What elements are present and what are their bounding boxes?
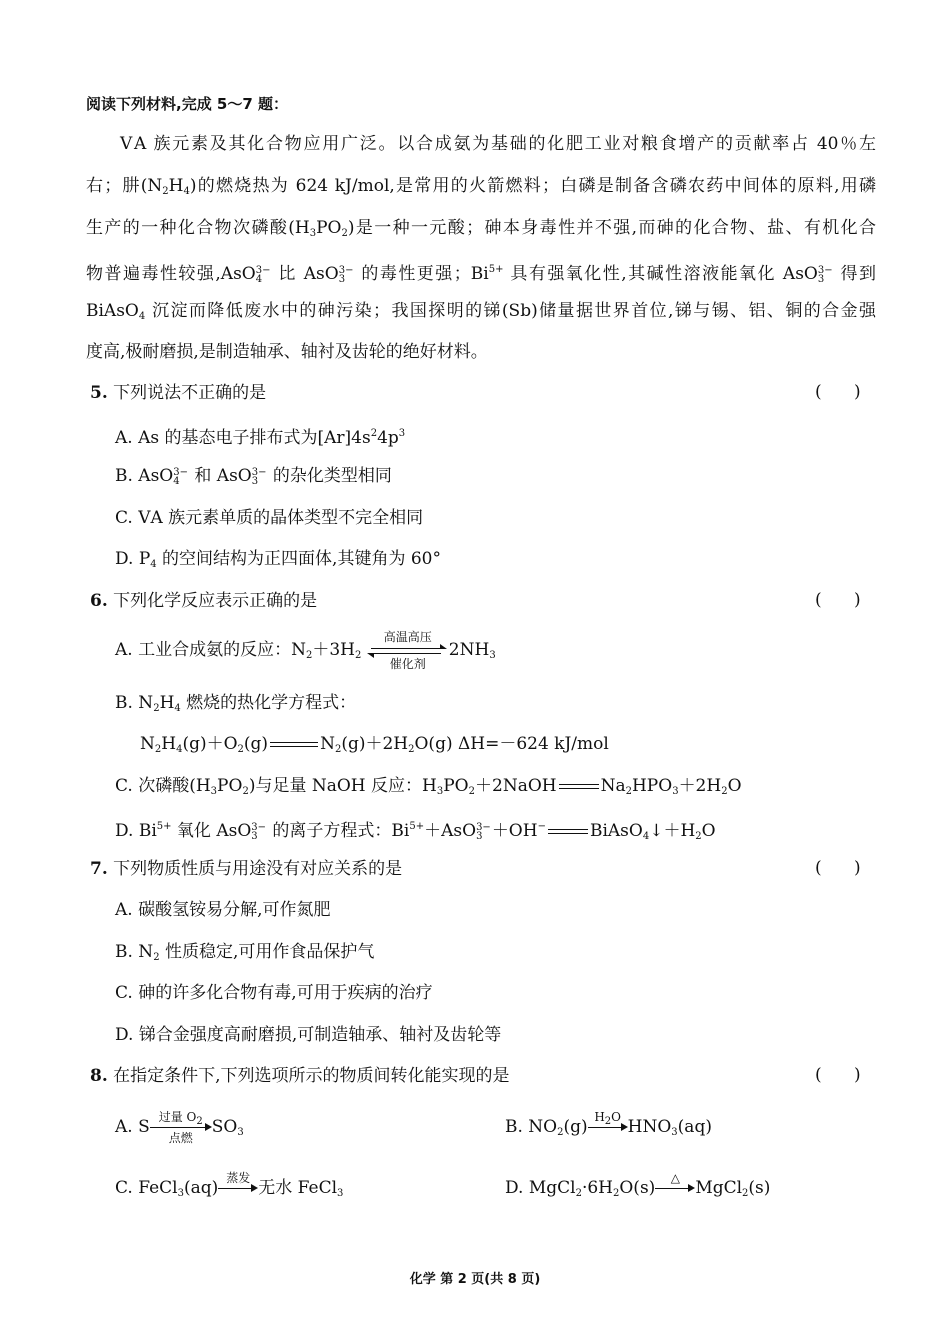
reaction-arrow: 过量 $O_2$ 点燃: [150, 1111, 212, 1145]
q8-option-a: A. S 过量 $O_2$ 点燃 $SO_3$: [115, 1109, 244, 1145]
reaction-arrow: 蒸发: [218, 1172, 258, 1206]
q7-option-b: B. $N_2$ 性质稳定,可用作食品保护气: [115, 942, 375, 963]
q7-option-d: D. 锑合金强度高耐磨损,可制造轴承、轴衬及齿轮等: [115, 1025, 502, 1045]
q6-thermo-equation: $N_2H_4(g)+O_2(g)$ $N_2(g)+2H_2O(g)$ ΔH=－624 kJ/mol: [140, 734, 609, 755]
q8-option-c: C. FeCl$_3$(aq) 蒸发 无水 FeCl$_3$: [115, 1171, 343, 1211]
passage-line-3: 生产的一种化合物次磷酸$(H_3PO_2)$是一种一元酸；砷本身毒性并不强,而砷的化合物、盐、有机化合: [86, 218, 876, 239]
reaction-arrow: △: [655, 1172, 695, 1206]
q7-option-a: A. 碳酸氢铵易分解,可作氮肥: [115, 900, 331, 920]
q6-option-a: A. 工业合成氨的反应：$N_2+3H_2$ 高温高压 催化剂 $2NH_3$: [115, 629, 496, 671]
q7-option-c: C. 砷的许多化合物有毒,可用于疾病的治疗: [115, 983, 433, 1003]
equals-sign: [270, 741, 318, 749]
q6-option-b: B. $N_2H_4$ 燃烧的热化学方程式：: [115, 693, 357, 714]
passage-line-2: 右；肼$(N_2H_4)$的燃烧热为 624 kJ/mol,是常用的火箭燃料；白磷是制备含磷农药中间体的原料,用磷: [86, 176, 876, 197]
q5-option-a: A. As 的基态电子排布式为$[Ar]4s^24p^3$: [115, 428, 406, 448]
question-5: 5. 下列说法不正确的是: [90, 383, 267, 403]
page-footer: 化学 第 2 页(共 8 页): [409, 1272, 541, 1287]
passage-line-1: ⅤA 族元素及其化合物应用广泛。以合成氨为基础的化肥工业对粮食增产的贡献率占 40％左: [120, 134, 876, 154]
equals-sign: [548, 828, 588, 836]
q5-option-b: B. AsO 3− 4 和 AsO 3− 3 的杂化类型相同: [115, 466, 392, 487]
reversible-arrow: 高温高压 催化剂: [367, 631, 449, 671]
passage-line-4: 物普遍毒性较强,AsO 3− 4 比 AsO 3− 3 的毒性更强；$Bi^{5+}$ 具有强氧化性,其碱性溶液能氧化 AsO 3− 3 得到: [86, 264, 876, 285]
q6-option-d: D. $Bi^{5+}$ 氧化 AsO 3− 3 的离子方程式：$Bi^{5+}+AsO$ 3− 3 ＋OH− $BiAsO_4↓+H_2O$: [115, 821, 716, 842]
intro-heading: 阅读下列材料,完成 5～7 题：: [86, 95, 289, 113]
question-7: 7. 下列物质性质与用途没有对应关系的是: [90, 859, 403, 879]
answer-bracket-8: ( ): [815, 1065, 861, 1085]
question-8: 8. 在指定条件下,下列选项所示的物质间转化能实现的是: [90, 1066, 510, 1086]
q5-option-c: C. ⅤA 族元素单质的晶体类型不完全相同: [115, 508, 424, 528]
answer-bracket-7: ( ): [815, 858, 861, 878]
answer-bracket-5: ( ): [815, 382, 861, 402]
q8-option-b: B. $NO_2(g)$ $H_2O$ $HNO_3(aq)$: [505, 1110, 712, 1150]
question-6: 6. 下列化学反应表示正确的是: [90, 591, 318, 611]
reaction-arrow: $H_2O$: [588, 1111, 628, 1145]
passage-line-5: BiAsO$_4$ 沉淀而降低废水中的砷污染；我国探明的锑(Sb)储量据世界首位,锑与锡、铝、铜的合金强: [86, 301, 876, 322]
answer-bracket-6: ( ): [815, 590, 861, 610]
q5-option-d: D. $P_4$ 的空间结构为正四面体,其键角为 60°: [115, 549, 441, 570]
equals-sign: [559, 783, 599, 791]
q6-option-c: C. 次磷酸$(H_3PO_2)$与足量 NaOH 反应：$H_3PO_2+2NaOH$ $Na_2HPO_3+2H_2O$: [115, 776, 742, 797]
q8-option-d: D. $MgCl_2\cdot 6H_2O(s)$ △ MgCl$_2$(s): [505, 1171, 770, 1211]
passage-line-6: 度高,极耐磨损,是制造轴承、轴衬及齿轮的绝好材料。: [86, 342, 488, 362]
